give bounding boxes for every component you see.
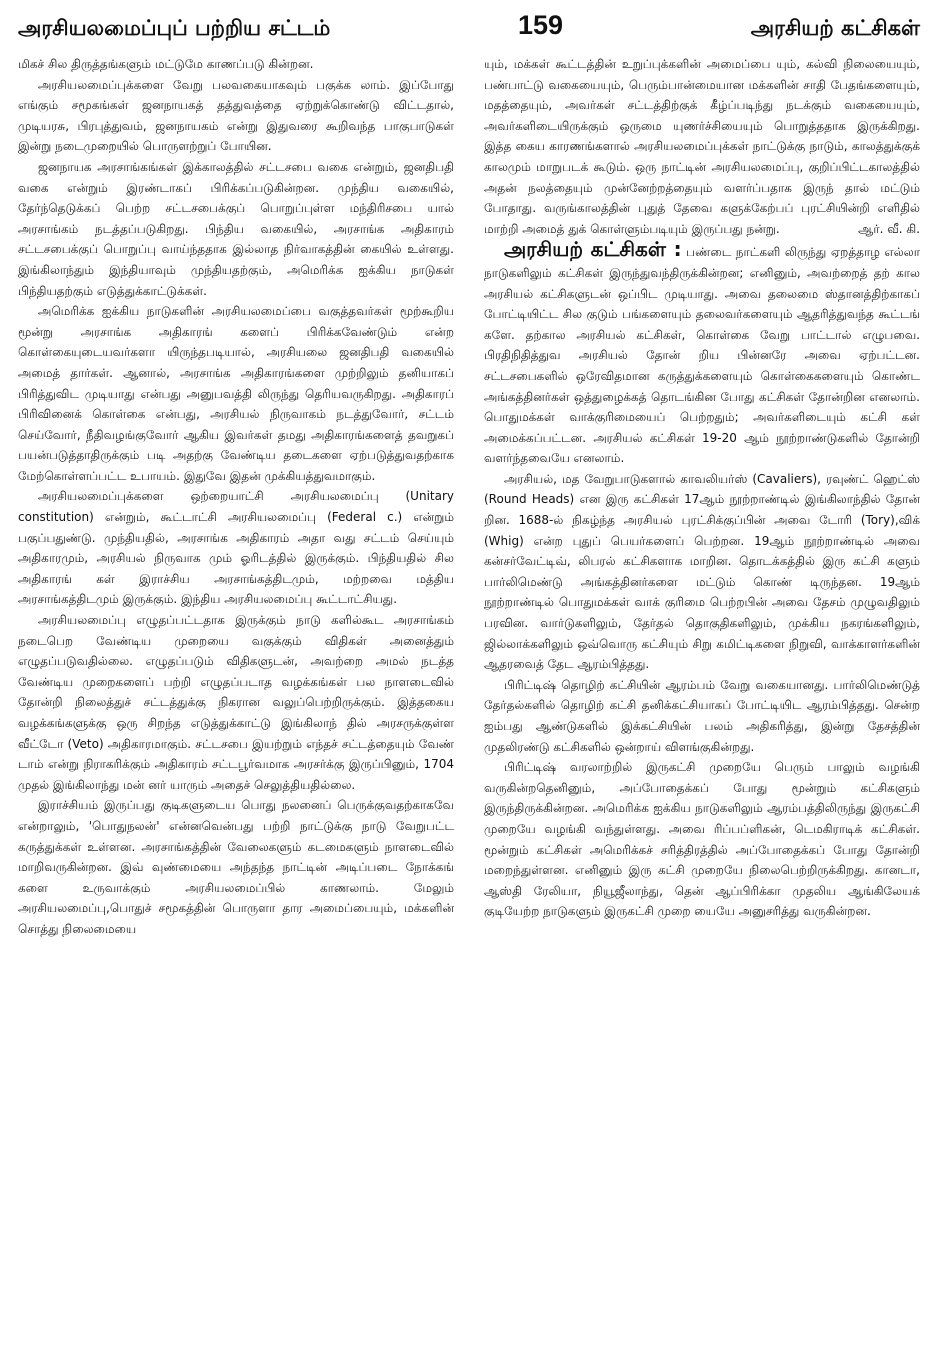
- paragraph-text: யும், மக்கள் கூட்டத்தின் உறுப்புக்களின் அமைப்பை யும், கல்வி நிலையையும், பண்பாட்டு வகையையும், பெரும்பான்மையான மக்களின் சாதி பேதங்களையும், மதத்தையும், அவர்கள் சட்டத்திற்குக் கீழ்ப்படிந்து நடக்கும் வகையையும், அவர்களிடையிருக்கும் ஒருமை யுணர்ச்சியையும் பொறுத்ததாக இருக்கிறது. இத்த கைய காரணங்களால் அரசியலமைப்புக்கள் நாட்டுக்கு நாடும், காலத்துக்குக் காலமும் மாறுபடக் கூடும். ஒரு நாட்டின் அரசியலமைப்பு, குறிப்பிட்டகாலத்தில் அதன் நலத்தையும் முன்னேற்றத்தையும் வளர்ப்பதாக இருந் தால் மட்டும் போதாது. வருங்காலத்தின் புதுத் தேவை களுக்கேற்பப் புரட்சியின்றி எளிதில் மாற்றி அமைத் துக் கொள்ளும்படியும் இருப்பது நன்று.: [484, 57, 920, 236]
- two-column-body: [18, 54, 920, 1349]
- section-paragraph: [484, 239, 920, 469]
- page-number: 159: [518, 10, 564, 40]
- running-head-left: அரசியலமைப்புப் பற்றிய சட்டம்: [18, 16, 331, 40]
- paragraph: இராச்சியம் இருப்பது குடிகளுடைய பொது நலனைப் பெருக்குவதற்காகவே என்றாலும், 'பொதுநலன்' என்னவென்பது பற்றி நாட்டுக்கு நாடு வேறுபட்ட கருத்துக்கள் உள்ளன. அரசாங்கத்தின் வேலைகளும் கடமைகளும் நாளடைவில் மாறிவருகின்றன. இவ் வுண்மையை அந்தந்த நாட்டின் அடிப்படை நோக்கங் களை உருவாக்கும் அரசியலமைப்பில் காணலாம். மேலும் அரசியலமைப்பு,பொதுச் சமூகத்தின் பொருளா தார அமைப்பையும், மக்களின் சொத்து நிலைமையை: [18, 798, 454, 936]
- paragraph: பிரிட்டிஷ் தொழிற் கட்சியின் ஆரம்பம் வேறு வகையானது. பார்லிமெண்டுத் தேர்தல்களில் தொழிற் கட்சி தனிக்கட்சியாகப் போட்டியிட ஆரம்பித்தது. சென்ற ஐம்பது ஆண்டுகளில் இக்கட்சியின் பலம் அதிகரித்து, இன்று தேசத்தின் முதலிரண்டு கட்சிகளில் ஒன்றாய் விளங்குகின்றது.: [484, 677, 920, 754]
- paragraph: [484, 54, 920, 239]
- left-column: [18, 54, 454, 1349]
- paragraph: அரசியல், மத வேறுபாடுகளால் காவலியர்ஸ் (Cavaliers), ரவுண்ட் ஹெட்ஸ் (Round Heads) என இரு கட்சிகள் 17ஆம் நூற்றாண்டில் இங்கிலாந்தில் தோன் றின. 1688-ல் நிகழ்ந்த அரசியல் புரட்சிக்குப்பின் அவை டோரி (Tory),விக் (Whig) என்ற புதுப் பெயர்களைப் பெற்றன. 19ஆம் நூற்றாண்டில் அவை கன்சர்வேட்டிவ், லிபரல் கட்சிகளாக மாறின. தொடக்கத்தில் இரு கட்சி களும் பார்லிமெண்டு அங்கத்தினர்களை மட்டும் கொண் டிருந்தன. 19ஆம் நூற்றாண்டில் பொதுமக்கள் வாக் குரிமை பெற்றபின் அவை தேசம் முழுவதிலும் பரவின. வார்டுகளிலும், தேர்தல் தொகுதிகளிலும், முக்கிய நகரங்களிலும், ஜில்லாக்களிலும் ஒவ்வொரு கட்சியும் சிறு கமிட்டிகளை நிறுவி, வாக்காளர்களின் ஆதரவைத் தேட ஆரம்பித்தது.: [484, 471, 920, 672]
- paragraph: அரசியலமைப்புக்களை வேறு பலவகையாகவும் பகுக்க லாம். இப்போது எங்கும் சமூகங்கள் ஜனநாயகத் தத்துவத்தை ஏற்றுக்கொண்டு விட்டதால், முடியரசு, பிரபுத்துவம், ஜனநாயகம் என்று இதுவரை கூறிவந்த பாகுபாடுகள் இன்று நடைமுறையில் பொருளற்றுப் போயின.: [18, 77, 454, 154]
- page-header: [18, 6, 920, 54]
- paragraph: அமெரிக்க ஐக்கிய நாடுகளின் அரசியலமைப்பை வகுத்தவர்கள் மூற்கூறிய மூன்று அரசாங்க அதிகாரங் களைப் பிரிக்கவேண்டும் என்ற கொள்கையுடையவர்களா யிருந்தபடியால், அரசியலை ஜனதிபதி வகையில் அமைத் தார்கள். ஆனால், அரசாங்க அதிகாரங்களை முற்றிலும் தனியாகப் பிரித்துவிட முடியாது என்பது அனுபவத்தி லிருந்து தெரியவருகிறது. அதிகாரப் பிரிவினைக் கொள்கை என்பது, அரசியல் நிருவாகம் நடத்துவோர், சட்டம் செய்வோர், நீதிவழங்குவோர் ஆகிய இவர்கள் தமது அதிகாரங்களைத் தவறுகப் பயன்படுத்தாதிருக்கும் படி அதற்கு வேண்டிய தடைகளை ஏற்படுத்துவதற்காக மேற்கொள்ளப்பட்ட உபாயம். இதுவே இதன் முக்கியத்துவமாகும்.: [18, 304, 454, 483]
- section-title: அரசியற் கட்சிகள் :: [504, 237, 682, 262]
- running-head-right: அரசியற் கட்சிகள்: [750, 16, 920, 40]
- author-signature: ஆர். வீ. கி.: [858, 221, 920, 236]
- paragraph-text: பண்டை நாட்களி லிருந்து ஏறத்தாழ எல்லா நாடுகளிலும் கட்சிகள் இருந்துவந்திருக்கின்றன; எனினும், அவற்றைத் தற் கால அரசியல் கட்சிகளுடன் ஒப்பிட முடியாது. அவை தலைமை ஸ்தானத்திற்காகப் போட்டியிட்ட சில குடும் பங்களையும் தலைவர்களையும் ஆதரித்துவந்த கூட்டங் களே. தற்கால அரசியல் கட்சிகள், கொள்கை வேறு பாட்டால் எழுபவை. பிரதிநிதித்துவ அரசியல் தோன் றிய பின்னரே அவை ஏற்பட்டன. சட்டசபைகளில் ஒரேவிதமான கருத்துக்களையும் கொள்கைகளையும் கொண்ட அங்கத்தினர்கள் ஒத்துழைக்கத் தொடங்கின போது கட்சிகள் தோன்றின எனலாம். பொதுமக்கள் வாக்குரிமையைப் பெற்றதும்; அவர்களிடையும் கட்சி கள் அமைக்கப்பட்டன. அரசியல் கட்சிகள் 19-20 ஆம் நூற்றாண்டுகளில் தோன்றி வளர்ந்தவையே எனலாம்.: [484, 245, 920, 466]
- paragraph: அரசியலமைப்பு எழுதப்பட்டதாக இருக்கும் நாடு களில்கூட அரசாங்கம் நடைபெற வேண்டிய முறையை வகுக்கும் விதிகள் அனைத்தும் எழுதப்படுவதில்லை. எழுதப்படும் விதிகளுடன், அவற்றை அமல் நடத்த வேண்டிய முறைகளைப் பற்றி எழுதப்படாத வழக்கங்கள் பல நாளடைவில் தோன்றி நிலைத்துச் சட்டத்துக்கு நிகரான வலுப்பெற்றிருக்கும். இத்தகைய வழக்கங்களுக்கு ஒரு சிறந்த எடுத்துக்காட்டு இங்கிலாந் தில் அரசருக்குள்ள வீட்டோ (Veto) அதிகாரமாகும். சட்டசபை இயற்றும் எந்தச் சட்டத்தையும் வேண் டாம் என்று நிராகரிக்கும் அதிகாரம் சட்டபூர்வமாக அரசர்க்கு இருப்பினும், 1704 முதல் இங்கிலாந்து மன் னர் யாரும் அதைச் செலுத்தியதில்லை.: [18, 613, 454, 792]
- paragraph: ஜனநாயக அரசாங்கங்கள் இக்காலத்தில் சட்டசபை வகை என்றும், ஜனதிபதி வகை என்றும் இரண்டாகப் பிரிக்கப்படுகின்றன. முந்திய வகையில், தேர்ந்தெடுக்கப் பெற்ற சட்டசபைக்குப் பொறுப்புள்ள மந்திரிசபை யால் அரசாங்கம் நடத்தப்படுகிறது. பிந்திய வகையில், அரசாங்க அதிகாரம் சட்டசபைக்குப் பொறுப்பு வாய்ந்ததாக இல்லாத நிர்வாகத்தின் கையில் உள்ளது. இங்கிலாந்தும் இந்தியாவும் முந்தியதற்கும், அமெரிக்க ஐக்கிய நாடுகள் பிந்தியதற்கும் எடுத்துக்காட்டுக்கள்.: [18, 159, 454, 298]
- paragraph: அரசியலமைப்புக்களை ஒற்றையாட்சி அரசியலமைப்பு (Unitary constitution) என்றும், கூட்டாட்சி அரசியலமைப்பு (Federal c.) என்றும் பகுப்பதுண்டு. முந்தியதில், அரசாங்க அதிகாரம் அதா வது சட்டம் செய்யும் அதிகாரமும், அரசியல் நிருவாக மும் ஓரிடத்தில் இருக்கும். பிந்தியதில் சில அதிகாரங் கள் இராச்சிய அரசாங்கத்திடமும், மற்றவை மத்திய அரசாங்கத்திடமும் இருக்கும். இந்திய அரசியலமைப்பு கூட்டாட்சியது.: [18, 489, 454, 607]
- paragraph: மிகச் சில திருத்தங்களும் மட்டுமே காணப்படு கின்றன.: [18, 57, 314, 71]
- right-column: [484, 54, 920, 1349]
- paragraph: பிரிட்டிஷ் வரலாற்றில் இருகட்சி முறையே பெரும் பாலும் வழங்கி வருகின்றதெனினும், அப்போதைக்கப் போது மூன்றும் கட்சிகளும் இருந்திருக்கின்றன. அமெரிக்க ஐக்கிய நாடுகளிலும் ஆரம்பத்திலிருந்து இருகட்சி முறையே வழங்கி வந்துள்ளது. அவை ரிப்பப்ளிகன், டெமகிராடிக் கட்சிகள். மூன்றும் கட்சிகள் அமெரிக்கச் சரித்திரத்தில் அப்போதைக்கப் போது தோன்றி மறைந்துள்ளன. எனினும் இரு கட்சி முறையே நிலைபெற்றிருக்கிறது. கானடா, ஆஸ்தி ரேலியா, நியூஜீலாந்து, தென் ஆப்பிரிக்கா முதலிய ஆங்கிலேயக் குடியேற்ற நாடுகளும் இருகட்சி முறை யையே அனுசரித்து வருகின்றன.: [484, 760, 920, 919]
